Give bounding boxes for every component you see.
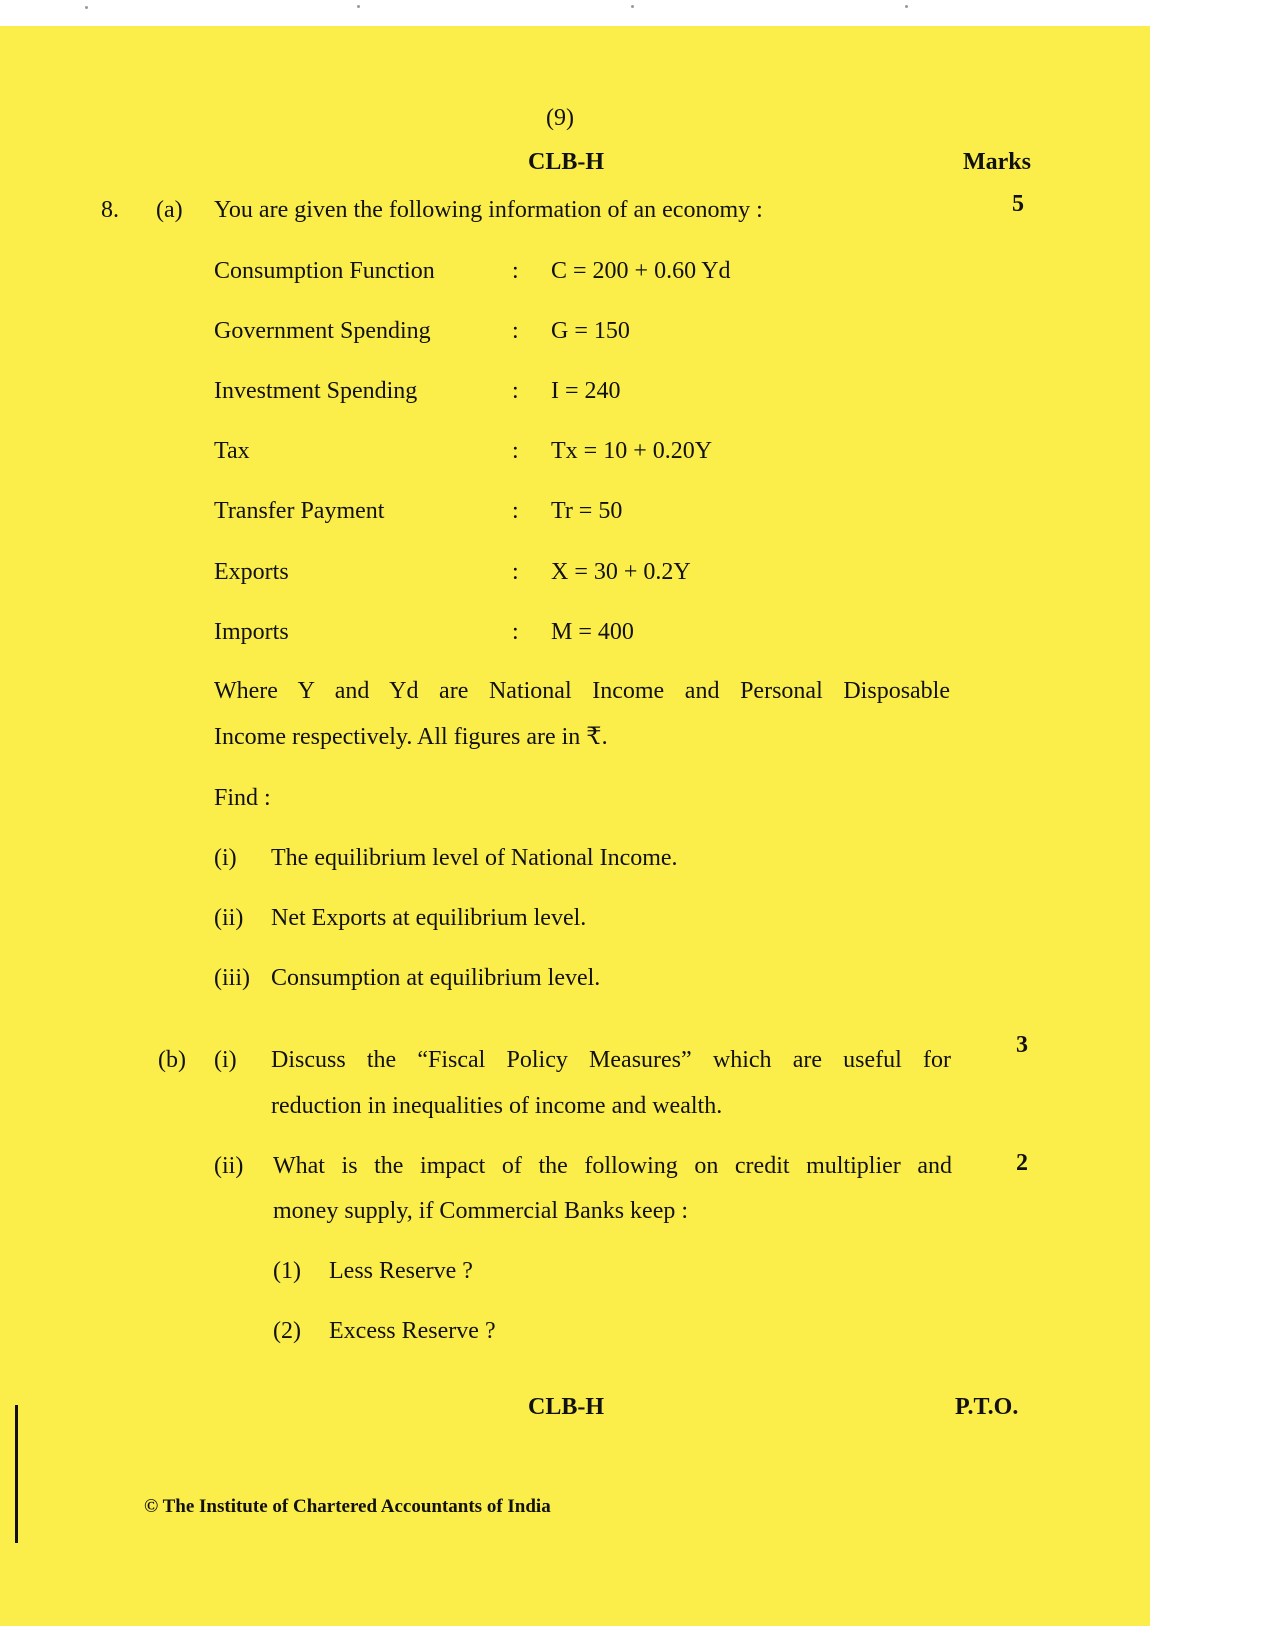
item-label-consumption: Consumption Function bbox=[214, 258, 435, 284]
where-line-1: Where Y and Yd are National Income and Personal Disposable bbox=[214, 678, 950, 704]
option-num-1: (1) bbox=[273, 1258, 301, 1284]
part-b-label: (b) bbox=[158, 1047, 186, 1073]
item-sep: : bbox=[512, 438, 519, 464]
scan-speck bbox=[85, 6, 88, 9]
option-num-2: (2) bbox=[273, 1318, 301, 1344]
item-sep: : bbox=[512, 318, 519, 344]
find-text-i: The equilibrium level of National Income. bbox=[271, 845, 678, 871]
marks-header: Marks bbox=[963, 149, 1031, 175]
find-label: Find : bbox=[214, 785, 271, 811]
item-label-government: Government Spending bbox=[214, 318, 431, 344]
item-label-investment: Investment Spending bbox=[214, 378, 418, 404]
part-a-label: (a) bbox=[156, 197, 183, 223]
item-value-exports: X = 30 + 0.2Y bbox=[551, 559, 691, 585]
scan-speck bbox=[905, 5, 908, 8]
scan-speck bbox=[631, 5, 634, 8]
paper-code-header: CLB-H bbox=[528, 149, 605, 175]
part-b-ii-num: (ii) bbox=[214, 1153, 244, 1179]
item-value-tax: Tx = 10 + 0.20Y bbox=[551, 438, 713, 464]
part-a-marks: 5 bbox=[1012, 191, 1024, 217]
part-a-intro: You are given the following information of an economy : bbox=[214, 197, 763, 223]
copyright-notice: © The Institute of Chartered Accountants of India bbox=[144, 1496, 551, 1517]
part-b-i-num: (i) bbox=[214, 1047, 237, 1073]
question-number: 8. bbox=[101, 197, 119, 223]
exam-page bbox=[0, 26, 1150, 1626]
part-b-i-line-1: Discuss the “Fiscal Policy Measures” which are useful for bbox=[271, 1047, 951, 1073]
item-label-imports: Imports bbox=[214, 619, 289, 645]
where-line-2: Income respectively. All figures are in ₹. bbox=[214, 724, 608, 750]
item-value-transfer: Tr = 50 bbox=[551, 498, 623, 524]
page-number: (9) bbox=[546, 105, 574, 131]
paper-code-footer: CLB-H bbox=[528, 1394, 605, 1420]
find-text-iii: Consumption at equilibrium level. bbox=[271, 965, 601, 991]
pto-label: P.T.O. bbox=[955, 1394, 1019, 1420]
find-num-ii: (ii) bbox=[214, 905, 244, 931]
item-sep: : bbox=[512, 498, 519, 524]
item-sep: : bbox=[512, 619, 519, 645]
item-label-transfer: Transfer Payment bbox=[214, 498, 385, 524]
item-value-consumption: C = 200 + 0.60 Yd bbox=[551, 258, 731, 284]
find-num-i: (i) bbox=[214, 845, 237, 871]
part-b-ii-marks: 2 bbox=[1016, 1150, 1028, 1176]
part-b-i-marks: 3 bbox=[1016, 1032, 1028, 1058]
item-label-exports: Exports bbox=[214, 559, 289, 585]
scan-margin-line bbox=[15, 1405, 18, 1543]
part-b-ii-line-2: money supply, if Commercial Banks keep : bbox=[273, 1198, 689, 1224]
find-num-iii: (iii) bbox=[214, 965, 250, 991]
find-text-ii: Net Exports at equilibrium level. bbox=[271, 905, 587, 931]
option-text-2: Excess Reserve ? bbox=[329, 1318, 496, 1344]
part-b-ii-line-1: What is the impact of the following on credit multiplier and bbox=[273, 1153, 952, 1179]
item-value-imports: M = 400 bbox=[551, 619, 634, 645]
item-sep: : bbox=[512, 258, 519, 284]
item-value-government: G = 150 bbox=[551, 318, 630, 344]
item-sep: : bbox=[512, 559, 519, 585]
scan-speck bbox=[357, 5, 360, 8]
item-sep: : bbox=[512, 378, 519, 404]
option-text-1: Less Reserve ? bbox=[329, 1258, 473, 1284]
item-value-investment: I = 240 bbox=[551, 378, 621, 404]
part-b-i-line-2: reduction in inequalities of income and wealth. bbox=[271, 1093, 723, 1119]
item-label-tax: Tax bbox=[214, 438, 250, 464]
